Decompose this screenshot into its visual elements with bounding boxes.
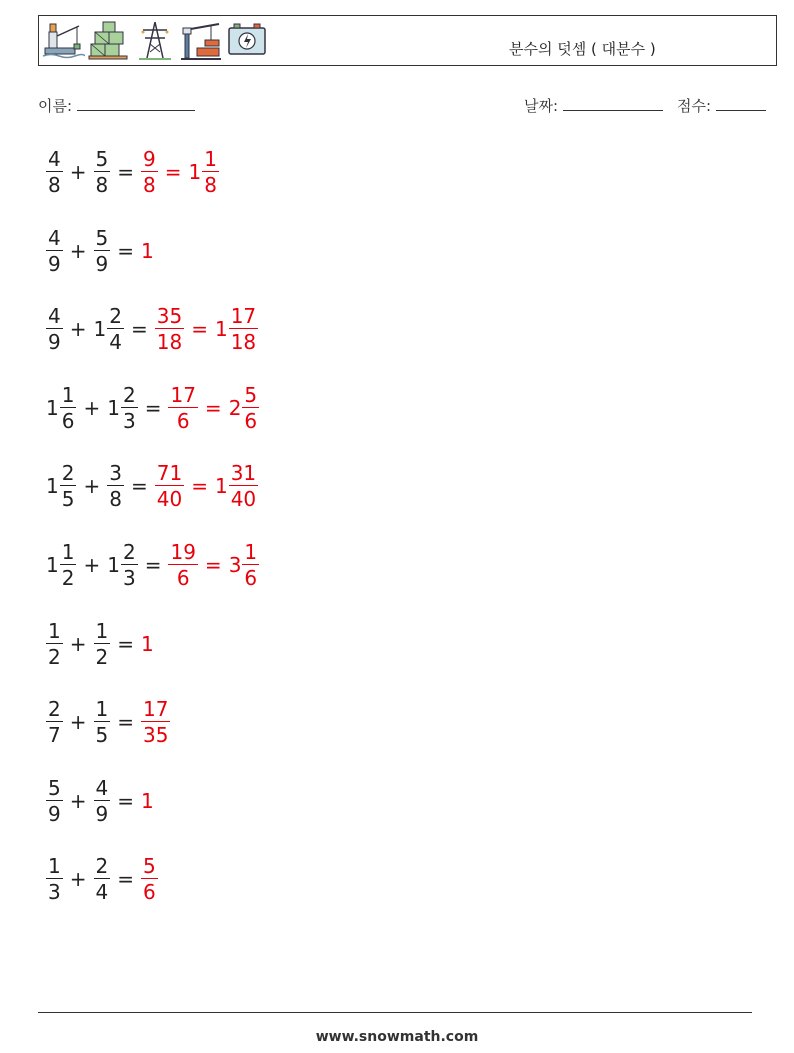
mixed-number (107, 382, 137, 433)
battery-icon (225, 18, 269, 62)
mixed-number (46, 775, 63, 826)
port-crane-icon (179, 18, 223, 62)
numerator: 3 (109, 461, 122, 486)
denominator: 9 (48, 801, 61, 826)
whole-part: 1 (46, 474, 59, 499)
fraction (94, 618, 111, 669)
equals-sign: = (117, 710, 134, 735)
numerator: 1 (95, 697, 109, 722)
numerator: 2 (109, 304, 122, 329)
answer (141, 789, 155, 813)
fraction (155, 461, 184, 512)
numerator: 5 (95, 147, 109, 171)
denominator: 5 (95, 723, 109, 748)
plus-sign: + (83, 474, 101, 499)
mixed-number (155, 304, 184, 355)
answer (141, 854, 158, 905)
equals-sign: = (204, 553, 222, 577)
answer (155, 304, 258, 355)
fraction (46, 225, 63, 276)
mixed-number (141, 632, 155, 656)
whole-part: 1 (214, 474, 228, 499)
numerator: 4 (48, 225, 61, 250)
mixed-number (168, 382, 197, 433)
numerator: 4 (48, 147, 61, 171)
whole-part: 2 (228, 395, 242, 420)
date-field (524, 95, 663, 116)
name-blank[interactable] (77, 96, 195, 111)
denominator: 40 (156, 487, 183, 512)
numerator: 31 (230, 461, 257, 486)
numerator: 19 (170, 540, 196, 564)
equals-sign: = (117, 867, 134, 892)
numerator: 9 (143, 147, 156, 171)
denominator: 6 (61, 408, 75, 433)
equals-sign: = (130, 317, 148, 342)
mixed-number (141, 239, 155, 263)
denominator: 6 (244, 566, 258, 590)
plus-sign: + (83, 553, 101, 577)
fraction (60, 382, 77, 433)
problem-row (46, 692, 170, 752)
plus-sign: + (69, 317, 87, 342)
whole-part: 1 (214, 317, 228, 342)
denominator: 8 (204, 173, 217, 197)
answer (168, 542, 259, 588)
score-blank[interactable] (716, 96, 766, 111)
answer (155, 461, 258, 512)
fraction (141, 149, 158, 195)
fraction (60, 461, 77, 512)
mixed-number (46, 618, 63, 669)
mixed-number (189, 149, 219, 195)
numerator: 71 (156, 461, 183, 486)
whole-part: 1 (141, 238, 154, 263)
numerator: 5 (95, 225, 109, 250)
denominator: 6 (176, 408, 190, 433)
denominator: 9 (95, 801, 109, 826)
name-label: 이름: (38, 97, 73, 115)
answer (168, 382, 259, 433)
fraction (60, 542, 77, 588)
fraction (202, 149, 219, 195)
mixed-number (94, 854, 111, 905)
numerator: 1 (48, 618, 61, 643)
equals-sign: = (204, 395, 222, 420)
numerator: 4 (48, 304, 61, 329)
denominator: 8 (48, 173, 61, 197)
denominator: 3 (48, 880, 61, 905)
denominator: 4 (95, 880, 109, 905)
fraction (94, 149, 111, 195)
whole-part: 1 (93, 317, 107, 342)
header-icons (41, 18, 269, 62)
denominator: 6 (143, 880, 156, 905)
mixed-number (46, 225, 63, 276)
footer-divider (38, 1012, 752, 1013)
plus-sign: + (69, 788, 87, 813)
whole-part: 1 (46, 553, 59, 577)
numerator: 2 (61, 461, 75, 486)
denominator: 7 (48, 723, 61, 748)
numerator: 1 (61, 540, 75, 564)
mixed-number (168, 542, 197, 588)
mixed-number (229, 542, 259, 588)
score-label: 점수: (677, 97, 712, 115)
denominator: 2 (48, 644, 61, 669)
denominator: 9 (95, 251, 109, 276)
denominator: 6 (244, 408, 258, 433)
whole-part: 1 (141, 788, 154, 813)
mixed-number (94, 618, 111, 669)
mixed-number (94, 225, 111, 276)
numerator: 1 (95, 618, 109, 643)
equals-sign: = (117, 631, 134, 656)
denominator: 3 (122, 408, 136, 433)
fraction (46, 854, 63, 905)
mixed-number (46, 697, 63, 748)
fraction (229, 461, 258, 512)
mixed-number (46, 149, 63, 195)
mixed-number (94, 697, 111, 748)
denominator: 3 (122, 566, 136, 590)
mixed-number (141, 149, 158, 195)
problem-row (46, 378, 259, 438)
fraction (168, 382, 197, 433)
denominator: 2 (95, 644, 109, 669)
date-label: 날짜: (524, 97, 559, 115)
numerator: 2 (48, 697, 61, 722)
numerator: 1 (204, 147, 217, 171)
denominator: 5 (61, 487, 75, 512)
denominator: 6 (176, 566, 190, 590)
denominator: 9 (48, 330, 61, 355)
fraction (242, 542, 259, 588)
equals-sign: = (144, 553, 162, 577)
problem-row (46, 771, 155, 831)
denominator: 4 (109, 330, 122, 355)
equals-sign: = (191, 474, 208, 499)
mixed-number (46, 854, 63, 905)
fraction (94, 225, 111, 276)
numerator: 1 (48, 854, 61, 879)
numerator: 17 (143, 697, 169, 722)
fraction (46, 697, 63, 748)
fraction (46, 775, 63, 826)
ship-crane-icon (41, 18, 85, 62)
numerator: 35 (156, 304, 183, 329)
fraction (229, 304, 258, 355)
worksheet-header (38, 15, 777, 66)
equals-sign: = (191, 317, 208, 342)
date-blank[interactable] (563, 96, 663, 111)
mixed-number (107, 461, 124, 512)
numerator: 5 (48, 775, 61, 800)
fraction (94, 854, 111, 905)
problem-row (46, 456, 258, 516)
numerator: 17 (170, 382, 196, 407)
fraction (141, 854, 158, 905)
whole-part: 1 (188, 160, 202, 184)
numerator: 1 (244, 540, 258, 564)
problem-row (46, 221, 155, 281)
problem-row (46, 299, 258, 359)
fraction (155, 304, 184, 355)
equals-sign: = (117, 788, 134, 813)
denominator: 35 (143, 723, 169, 748)
mixed-number (155, 461, 184, 512)
equals-sign: = (144, 395, 162, 420)
whole-part: 1 (46, 395, 59, 420)
footer-url[interactable]: www.snowmath.com (315, 1029, 479, 1045)
denominator: 8 (143, 173, 156, 197)
problem-row (46, 535, 259, 595)
equals-sign: = (117, 160, 134, 184)
fraction (121, 542, 138, 588)
mixed-number (107, 542, 137, 588)
fraction (94, 697, 111, 748)
plus-sign: + (69, 710, 87, 735)
worksheet-title: 분수의 덧셈 ( 대분수 ) (509, 40, 656, 58)
answer (141, 632, 155, 656)
denominator: 18 (156, 330, 183, 355)
plus-sign: + (69, 160, 87, 184)
mixed-number (141, 854, 158, 905)
whole-part: 3 (228, 553, 242, 577)
equals-sign: = (164, 160, 182, 184)
denominator: 9 (48, 251, 61, 276)
mixed-number (94, 149, 111, 195)
whole-part: 1 (107, 553, 120, 577)
score-field (677, 95, 766, 116)
mixed-number (94, 775, 111, 826)
mixed-number (46, 382, 76, 433)
denominator: 8 (95, 173, 109, 197)
numerator: 4 (95, 775, 109, 800)
mixed-number (93, 304, 124, 355)
problem-row (46, 849, 158, 909)
whole-part: 1 (141, 631, 154, 656)
plus-sign: + (83, 395, 101, 420)
denominator: 40 (230, 487, 257, 512)
plus-sign: + (69, 867, 87, 892)
mixed-number (46, 461, 76, 512)
problem-row (46, 614, 155, 674)
equals-sign: = (130, 474, 148, 499)
numerator: 2 (95, 854, 109, 879)
mixed-number (214, 461, 258, 512)
fraction (46, 149, 63, 195)
power-tower-icon (133, 18, 177, 62)
numerator: 2 (122, 382, 136, 407)
numerator: 5 (143, 854, 156, 879)
fraction (46, 304, 63, 355)
mixed-number (141, 789, 155, 813)
fraction (121, 382, 138, 433)
mixed-number (46, 304, 63, 355)
denominator: 8 (109, 487, 122, 512)
fraction (141, 697, 170, 748)
fraction (168, 542, 197, 588)
answer (141, 149, 219, 195)
mixed-number (46, 542, 76, 588)
mixed-number (141, 697, 170, 748)
plus-sign: + (69, 238, 87, 263)
fraction (46, 618, 63, 669)
denominator: 18 (230, 330, 257, 355)
answer (141, 697, 170, 748)
cargo-boxes-icon (87, 18, 131, 62)
fraction (107, 304, 124, 355)
fraction (94, 775, 111, 826)
whole-part: 1 (107, 395, 120, 420)
problem-row (46, 142, 219, 202)
name-field (38, 95, 195, 116)
numerator: 1 (61, 382, 75, 407)
plus-sign: + (69, 631, 87, 656)
numerator: 2 (122, 540, 136, 564)
mixed-number (228, 382, 259, 433)
mixed-number (214, 304, 258, 355)
numerator: 17 (230, 304, 257, 329)
answer (141, 239, 155, 263)
denominator: 2 (61, 566, 75, 590)
numerator: 5 (244, 382, 258, 407)
fraction (242, 382, 259, 433)
fraction (107, 461, 124, 512)
equals-sign: = (117, 238, 134, 263)
